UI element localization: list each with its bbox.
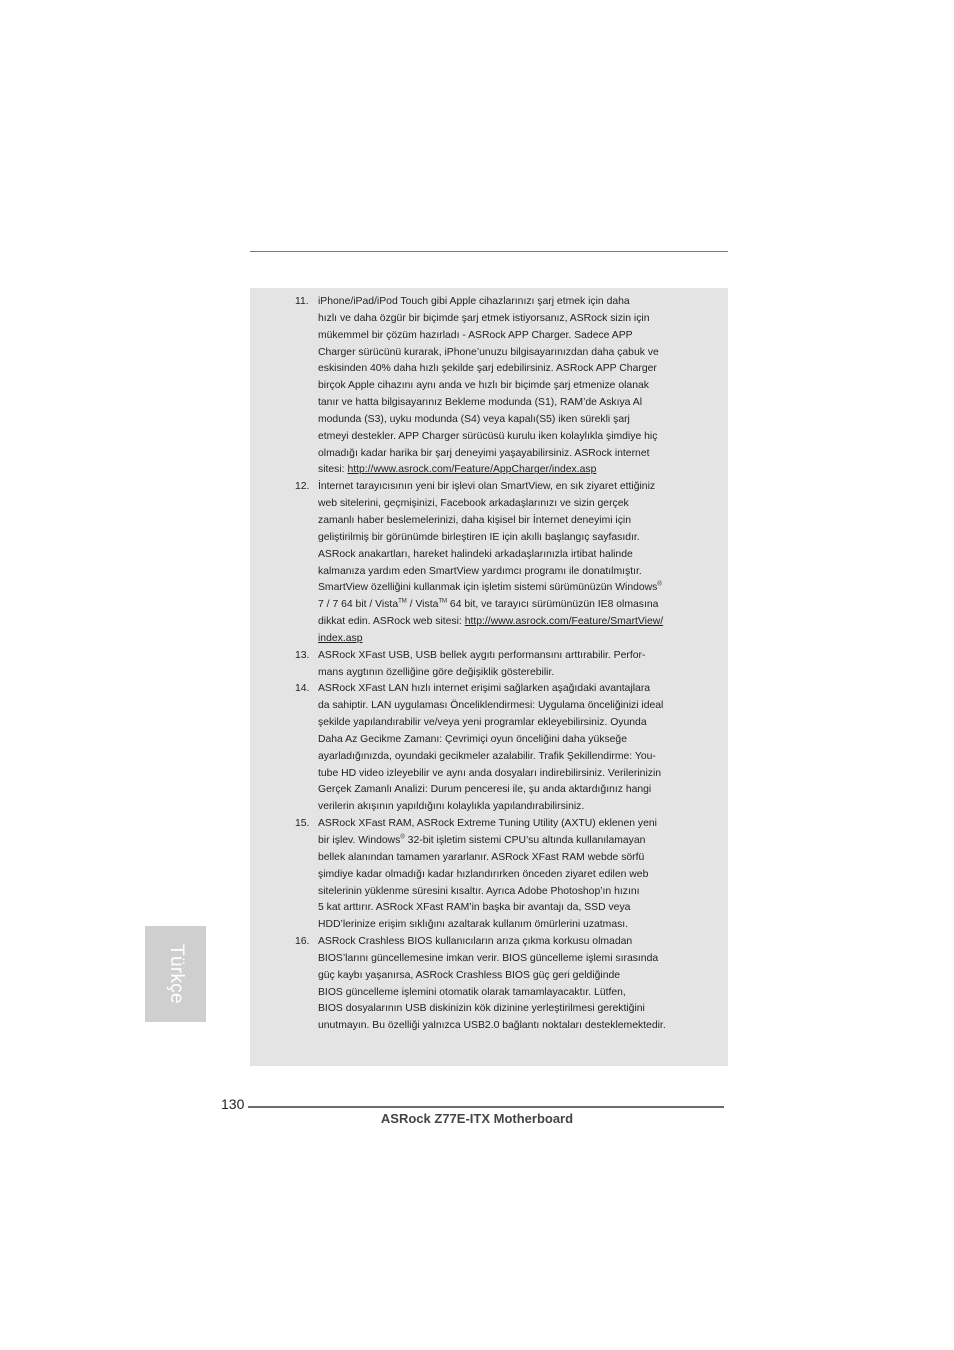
trademark-mark: TM: [398, 598, 407, 605]
text-line: BIOS güncelleme işlemini otomatik olarak tamamlayacaktır. Lütfen,: [318, 986, 626, 998]
list-item-11: [250, 294, 728, 479]
item-text: [318, 479, 702, 647]
text-line: [318, 614, 702, 631]
page-number: 130: [221, 1096, 245, 1112]
text-line: ASRock XFast RAM, ASRock Extreme Tuning Utility (AXTU) eklenen yeni: [318, 818, 657, 830]
smartview-link-continued[interactable]: index.asp: [318, 632, 363, 644]
text-line: geliştirilmiş bir görünümde birleştiren IE için akıllı başlangıç sayfasıdır.: [318, 531, 640, 543]
text-fragment: bir işlev. Windows: [318, 835, 401, 846]
text-fragment: / Vista: [406, 599, 439, 611]
language-label: Türkçe: [165, 944, 187, 1004]
item-text: [318, 934, 702, 1035]
text-line: mükemmel bir çözüm hazırladı - ASRock APP Charger. Sadece APP: [318, 329, 633, 341]
list-item-13: [250, 648, 728, 682]
text-line: ayarladığınızda, oyundaki gecikmeler azalabilir. Trafik Şekillendirme: You-: [318, 750, 656, 762]
text-line: etmeyi destekler. APP Charger sürücüsü kurulu iken kolaylıkla şimdiye hiç: [318, 430, 658, 442]
text-line: ASRock XFast USB, USB bellek aygıtı performansını arttırabilir. Perfor-: [318, 649, 646, 661]
text-line: tanır ve hatta bilgisayarınız Bekleme modunda (S1), RAM’de Askıya Al: [318, 397, 642, 409]
text-line: iPhone/iPad/iPod Touch gibi Apple cihazlarınızı şarj etmek için daha: [318, 296, 630, 307]
text-line: [318, 597, 702, 614]
text-line: [318, 580, 702, 597]
item-number: 16.: [295, 936, 310, 948]
text-fragment: 32-bit işletim sistemi CPU’su altında kullanılamayan: [404, 835, 646, 846]
text-line: BIOS dosyalarının USB diskinizin kök dizinine yerleştirilmesi gerektiğini: [318, 1003, 645, 1015]
text-line: web sitelerini, geçmişinizi, Facebook arkadaşlarınızı ve sizin gerçek: [318, 498, 629, 510]
list-item-16: [250, 934, 728, 1035]
text-line: eskisinden 40% daha hızlı şekilde şarj edebilirsiniz. ASRock APP Charger: [318, 363, 657, 375]
item-text: [318, 816, 702, 934]
list-item-12: [250, 479, 728, 647]
text-line: [318, 833, 702, 850]
text-line: da sahiptir. LAN uygulaması Önceliklendirmesi: Uygulama önceliğinizi ideal: [318, 700, 664, 712]
text-line: İnternet tarayıcısının yeni bir işlevi olan SmartView, en sık ziyaret ettiğiniz: [318, 481, 656, 493]
text-line: Gerçek Zamanlı Analizi: Durum penceresi ile, şu anda aktardığınız hangi: [318, 784, 652, 796]
item-number: 14.: [295, 683, 310, 695]
appcharger-link[interactable]: http://www.asrock.com/Feature/AppCharger/index.asp: [347, 464, 597, 476]
text-fragment: SmartView özelliğini kullanmak için işletim sistemi sürümünüzün Windows: [318, 582, 658, 594]
item-number: 15.: [295, 818, 310, 830]
text-line: Charger sürücünü kurarak, iPhone’unuzu bilgisayarınızdan daha çabuk ve: [318, 346, 659, 358]
list-item-15: [250, 816, 728, 934]
text-line: hızlı ve daha özgür bir biçimde şarj etmek istiyorsanız, ASRock sizin için: [318, 312, 650, 324]
item-text: [318, 648, 702, 682]
text-line: Daha Az Gecikme Zamanı: Çevrimiçi oyun önceliğini daha yükseğe: [318, 733, 627, 745]
top-divider: [250, 251, 728, 252]
list-item-14: [250, 681, 728, 816]
registered-mark: ®: [657, 581, 662, 588]
link-prefix: sitesi:: [318, 464, 348, 476]
text-fragment: 7 / 7 64 bit / Vista: [318, 599, 399, 611]
text-line: [318, 462, 702, 479]
text-line: sitelerinin yüklenme süresini kısaltır. Ayrıca Adobe Photoshop’ın hızını: [318, 885, 640, 897]
item-number: 13.: [295, 649, 310, 661]
smartview-link[interactable]: http://www.asrock.com/Feature/SmartView/: [464, 616, 664, 628]
text-line: ASRock XFast LAN hızlı internet erişimi sağlarken aşağıdaki avantajlara: [318, 683, 651, 695]
footer-divider: [248, 1106, 724, 1108]
footer-title: ASRock Z77E-ITX Motherboard: [380, 1111, 574, 1126]
text-line: olmadığı kadar harika bir şarj deneyimi yaşayabilirsiniz. ASRock internet: [318, 447, 650, 459]
item-text: [318, 681, 702, 816]
registered-mark: ®: [400, 834, 405, 841]
text-line: şekilde yapılandırabilir ve/veya yeni programlar ekleyebilirsiniz. Oyunda: [318, 717, 647, 729]
text-line: şimdiye kadar olmadığı kadar hızlandırırken önceden ziyaret edilen web: [318, 868, 649, 880]
text-line: 5 kat arttırır. ASRock XFast RAM’in başka bir avantajı da, SSD veya: [318, 902, 631, 914]
text-line: verilerin akışının yapıldığını kolaylıkla yapılandırabilirsiniz.: [318, 801, 585, 813]
trademark-mark: TM: [438, 598, 448, 605]
text-line: kalmanıza yardım eden SmartView yardımcı programı ile donatılmıştır.: [318, 565, 642, 577]
text-line: modunda (S3), uyku modunda (S4) veya kapalı(S5) iken sürekli şarj: [318, 413, 630, 425]
text-line: güç kaybı yaşanırsa, ASRock Crashless BIOS güç geri geldiğinde: [318, 969, 621, 981]
text-line: birçok Apple cihazını aynı anda ve hızlı bir biçimde şarj etmenize olanak: [318, 380, 649, 392]
item-number: 12.: [295, 481, 310, 493]
item-text: [318, 294, 702, 479]
item-number: 11.: [295, 296, 309, 307]
text-line: unutmayın. Bu özelliği yalnızca USB2.0 bağlantı noktaları desteklemektedir.: [318, 1020, 666, 1032]
text-line: ASRock Crashless BIOS kullanıcıların arıza çıkma korkusu olmadan: [318, 936, 633, 948]
text-line: bellek alanından tamamen yararlanır. ASRock XFast RAM webde sörfü: [318, 851, 645, 863]
feature-list-panel: [250, 288, 728, 1066]
text-fragment: 64 bit, ve tarayıcı sürümünüzün IE8 olmasına: [447, 599, 659, 611]
text-line: zamanlı haber beslemelerinizi, daha kişisel bir İnternet deneyimi için: [318, 514, 632, 526]
text-line: mans aygtının özelliğine göre değişiklik gösterebilir.: [318, 666, 555, 678]
feature-list: [250, 294, 728, 1035]
text-line: HDD’lerinize erişim sıklığını azaltarak kullanım ömürlerini uzatması.: [318, 919, 629, 931]
text-line: ASRock anakartları, hareket halindeki arkadaşlarınızla irtibat halinde: [318, 548, 633, 560]
language-side-tab: [145, 926, 206, 1022]
link-prefix: dikkat edin. ASRock web sitesi:: [318, 616, 465, 628]
text-line: tube HD video izleyebilir ve aynı anda dosyaları indirebilirsiniz. Verilerinizin: [318, 767, 662, 779]
text-line: BIOS’larını güncellemesine imkan verir. BIOS güncelleme işlemi sırasında: [318, 952, 659, 964]
text-line: [318, 631, 702, 648]
